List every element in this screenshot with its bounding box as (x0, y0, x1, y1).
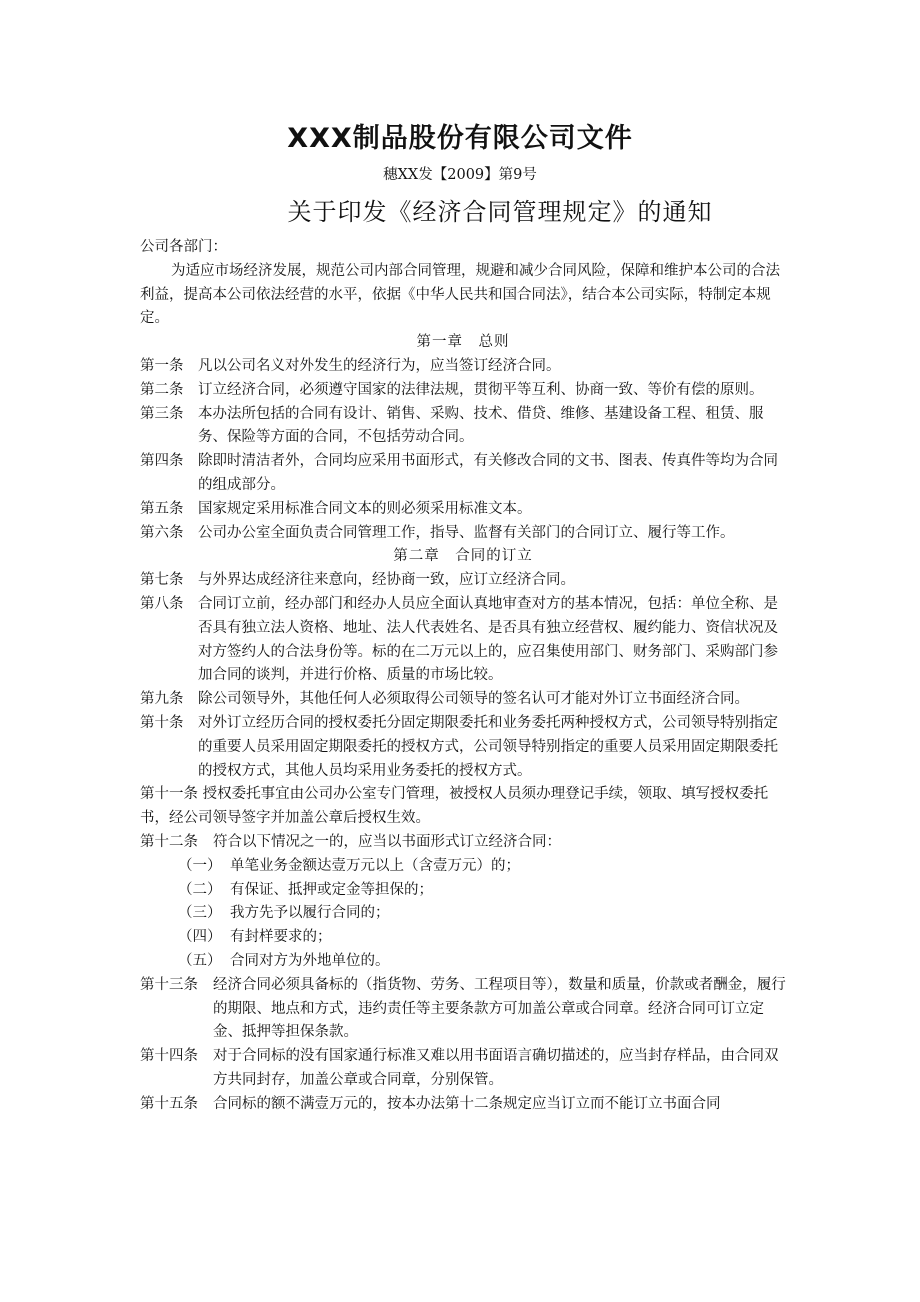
article (140, 593, 786, 688)
notice-subject: 关于印发《经济合同管理规定》的通知 (287, 198, 713, 226)
article-text: 除即时清洁者外，合同均应采用书面形式，有关修改合同的文书、图表、传真件等均为合同的组成部分。 (198, 453, 778, 493)
article-text: 符合以下情况之一的，应当以书面形式订立经济合同： (213, 833, 561, 850)
article (140, 355, 786, 379)
article-label: 第八条 (140, 595, 184, 612)
chapter-heading: 第一章 总则 (416, 334, 510, 351)
article-text: 对于合同标的没有国家通行标准又难以用书面语言确切描述的，应当封存样品，由合同双方共同封存，加盖公章或合同章，分别保管。 (213, 1048, 779, 1088)
chapter-2-articles-cont (140, 974, 786, 1117)
article-text: 合同标的额不满壹万元的，按本办法第十二条规定应当订立而不能订立书面合同 (213, 1095, 721, 1112)
list-item-text: 单笔业务金额达壹万元以上（含壹万元）的； (230, 857, 520, 874)
article-label: 第二条 (140, 381, 184, 398)
article (140, 450, 786, 498)
list-item-label: （二） (178, 881, 222, 898)
list-item-label: （四） (178, 929, 222, 946)
article (140, 569, 786, 593)
article-label: 第五条 (140, 500, 184, 517)
document-number: 穗XX发【2009】第9号 (383, 167, 537, 183)
article-text: 公司办公室全面负责合同管理工作，指导、监督有关部门的合同订立、履行等工作。 (198, 524, 735, 541)
article-label: 第六条 (140, 524, 184, 541)
article (140, 379, 786, 403)
article-label: 第十条 (140, 714, 184, 731)
list-item-label: （一） (178, 857, 222, 874)
chapter-heading: 第二章 合同的订立 (393, 548, 533, 565)
article: 第十一条 授权委托事宜由公司办公室专门管理，被授权人员须办理登记手续，领取、填写授权委托书，经公司领导签字并加盖公章后授权生效。 (140, 786, 769, 827)
document-body (140, 236, 786, 1116)
article-text: 国家规定采用标准合同文本的则必须采用标准文本。 (198, 500, 532, 517)
article-label: 第十四条 (140, 1048, 198, 1065)
salutation: 公司各部门： (140, 239, 227, 255)
article-text: 凡以公司名义对外发生的经济行为，应当签订经济合同。 (198, 357, 561, 374)
list-item (178, 950, 786, 974)
article (140, 712, 786, 783)
list-item (178, 855, 786, 879)
list-item-text: 有封样要求的； (230, 929, 332, 946)
preamble: 为适应市场经济发展，规范公司内部合同管理，规避和减少合同风险，保障和维护本公司的合法利益，提高本公司依法经营的水平，依据《中华人民共和国合同法》，结合本公司实际，特制定本规定。 (140, 262, 780, 327)
article-text: 本办法所包括的合同有设计、销售、采购、技术、借贷、维修、基建设备工程、租赁、服务、保险等方面的合同，不包括劳动合同。 (198, 405, 764, 446)
article-text: 对外订立经历合同的授权委托分固定期限委托和业务委托两种授权方式，公司领导特别指定的重要人员采用固定期限委托的授权方式，公司领导特别指定的重要人员采用固定期限委托的授权方式，其他人员均采用业务委托的授权方式。 (198, 714, 778, 779)
list-item (178, 902, 786, 926)
article-label: 第十三条 (140, 976, 198, 993)
article (140, 974, 786, 1045)
article (140, 831, 786, 855)
list-item-text: 我方先予以履行合同的； (230, 905, 390, 922)
article (140, 403, 786, 451)
article-text: 订立经济合同，必须遵守国家的法律法规，贯彻平等互利、协商一致、等价有偿的原则。 (198, 381, 764, 398)
list-item-label: （三） (178, 905, 222, 922)
article (140, 1093, 786, 1117)
list-item-label: （五） (178, 952, 222, 969)
article (140, 522, 786, 546)
article (140, 498, 786, 522)
article-label: 第七条 (140, 572, 184, 589)
article-label: 第九条 (140, 691, 184, 708)
article-12-items (140, 855, 786, 974)
chapter-2-articles (140, 569, 786, 783)
article-label: 第三条 (140, 405, 184, 422)
article-text: 经济合同必须具备标的（指货物、劳务、工程项目等），数量和质量，价款或者酬金，履行的期限、地点和方式，违约责任等主要条款方可加盖公章或合同章。经济合同可订立定金、抵押等担保条款。 (213, 976, 786, 1041)
article-text: 除公司领导外，其他任何人必须取得公司领导的签名认可才能对外订立书面经济合同。 (198, 691, 749, 708)
list-item (178, 926, 786, 950)
chapter-1-articles (140, 355, 786, 545)
article (140, 688, 786, 712)
list-item (178, 879, 786, 903)
article (140, 1045, 786, 1093)
article-label: 第十五条 (140, 1095, 198, 1112)
article-label: 第一条 (140, 357, 184, 374)
article-label: 第四条 (140, 453, 184, 470)
article-text: 与外界达成经济往来意向，经协商一致，应订立经济合同。 (198, 572, 575, 589)
article-text: 合同订立前，经办部门和经办人员应全面认真地审查对方的基本情况，包括：单位全称、是否具有独立法人资格、地址、法人代表姓名、是否具有独立经营权、履约能力、资信状况及对方签约人的合法身份等。标的在二万元以上的，应召集使用部门、财务部门、采购部门参加合同的谈判，并进行价格、质量的市场比较。 (198, 595, 778, 684)
list-item-text: 有保证、抵押或定金等担保的； (230, 881, 433, 898)
list-item-text: 合同对方为外地单位的。 (230, 952, 390, 969)
document-title: XXX制品股份有限公司文件 (287, 123, 633, 154)
article-label: 第十二条 (140, 833, 198, 850)
